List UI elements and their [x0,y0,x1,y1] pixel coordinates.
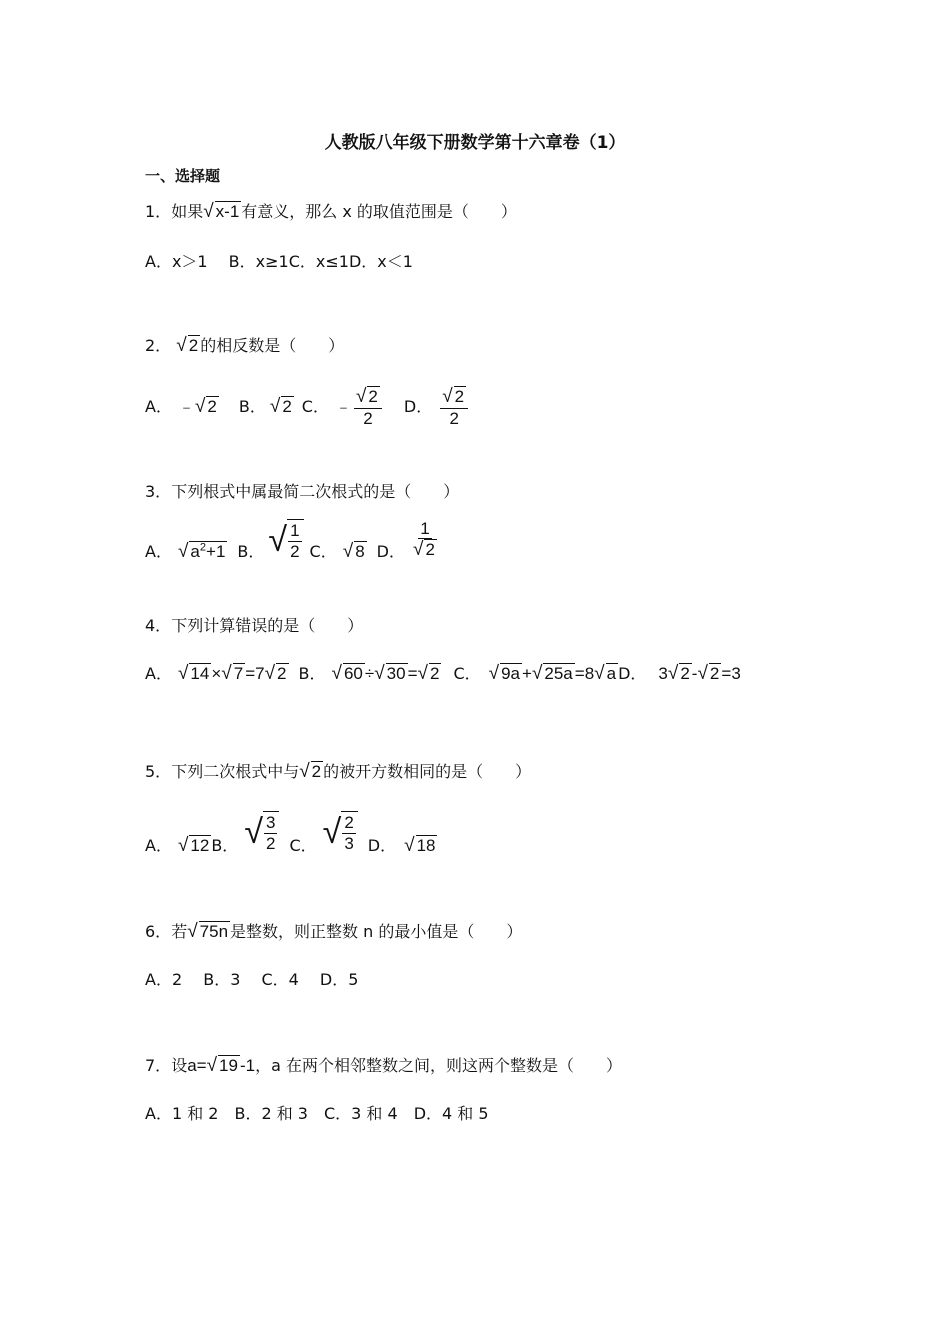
option-b-value: √ 2 [269,396,292,417]
option-a-label: A． [145,836,172,855]
option-b-label: B． [238,397,266,416]
question-number: 4． [145,616,172,635]
question-7 [145,1056,622,1076]
question-1 [145,202,517,222]
question-number: 7． [145,1056,172,1075]
option-d-value: $\frac{1}{√ 2}$ [412,518,435,561]
option-d-value: √ 18 [404,835,436,856]
option-a-value: √ $a^2+1$ [177,541,226,562]
document-title: 人教版八年级下册数学第十六章卷（1） [324,133,626,153]
option-d-label: D． [618,664,647,683]
question-3 [145,482,459,502]
question-text: 下列根式中属最简二次根式的是（ ） [171,482,460,501]
question-number: 5． [145,762,172,781]
option-c-label: C． [289,836,317,855]
question-text: 如果 [171,202,204,221]
question-number: 3． [145,482,172,501]
option-c-value: √ 8 [342,541,365,562]
option-c-label: C． [301,397,329,416]
option-d-label: D． [376,542,405,561]
option-b-value: √ $\frac{3}{2}$ [244,811,279,853]
option-a-value: ﹣√ 2 [177,396,217,417]
option-d-value: 3√ 2 -√ 2 =3 [658,663,741,684]
option-c-value: ﹣ $\frac{√ 2}{2}$ [335,386,382,428]
question-3-options [145,514,439,566]
question-number: 2． [145,336,172,355]
question-text: 的相反数是（ ） [200,336,345,355]
question-1-options: A．x＞1 B．x≥1C．x≤1D．x＜1 [145,252,413,271]
question-4-options [145,664,741,684]
option-a-label: A． [145,542,172,561]
question-text: 若 [171,922,188,941]
option-b-value: √ $\frac{1}{2}$ [268,519,303,561]
option-a-value: √ 14 ×√ 7 =7√ 2 [177,663,287,684]
question-6 [145,922,522,942]
question-text: 的被开方数相同的是（ ） [323,762,532,781]
option-b-value: √ 60 ÷√ 30 =√ 2 [331,663,440,684]
section-heading: 一、选择题 [145,167,221,185]
radical-2: √ 2 [299,761,322,782]
question-number: 6． [145,922,172,941]
question-2 [145,336,344,356]
option-c-value: √ 9a +√ 25a =8√ a [488,663,617,684]
question-7-options: A．1 和 2 B．2 和 3 C．3 和 4 D．4 和 5 [145,1104,489,1123]
question-number: 1． [145,202,172,221]
option-b-label: B． [298,664,326,683]
expression-a: a=√ 19 -1 [187,1055,256,1076]
option-b-label: B． [237,542,265,561]
question-5 [145,762,531,782]
option-a-value: √ 12 [177,835,210,856]
question-text: 是整数，则正整数 n 的最小值是（ ） [230,922,523,941]
question-5-options [145,804,437,860]
option-a-label: A． [145,664,172,683]
option-c-label: C． [453,664,481,683]
option-d-label: D． [403,397,433,416]
option-d-label: D． [367,836,397,855]
radical-x-minus-1: √ x-1 [203,201,240,222]
question-text: ，a 在两个相邻整数之间，则这两个整数是（ ） [255,1056,622,1075]
radical-75n: √ 75n [187,921,229,942]
option-c-value: √ $\frac{2}{3}$ [323,811,358,853]
question-text: 设 [171,1056,188,1075]
option-b-label: B． [211,836,239,855]
question-4 [145,616,363,636]
question-text: 有意义，那么 x 的取值范围是（ ） [241,202,517,221]
radical-2: √ 2 [176,335,199,356]
question-6-options: A．2 B．3 C．4 D．5 [145,970,359,989]
question-2-options [145,382,468,432]
option-a-label: A． [145,397,172,416]
option-d-value: $\frac{√ 2}{2}$ [440,386,468,428]
option-c-label: C． [309,542,337,561]
question-text: 下列计算错误的是（ ） [171,616,364,635]
question-text: 下列二次根式中与 [171,762,300,781]
